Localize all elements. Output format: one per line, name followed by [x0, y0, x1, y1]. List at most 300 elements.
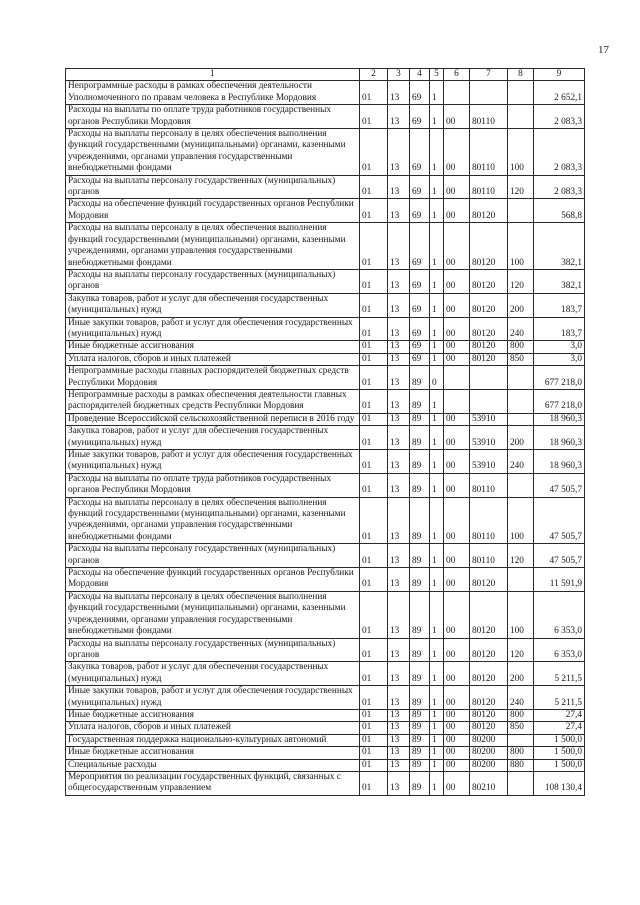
row-name: Уплата налогов, сборов и иных платежей: [66, 353, 360, 365]
section-code: 01: [360, 544, 388, 568]
direction-code: 80200: [470, 734, 508, 746]
column-header: 2: [360, 69, 388, 81]
amount-cell: 18 960,3: [534, 450, 585, 474]
section-code: 01: [360, 734, 388, 746]
row-name: Мероприятия по реализации государственных функций, связанных с общегосударственным управлением: [66, 771, 360, 795]
subprogram-code: 1: [430, 568, 444, 592]
subsection-code: 13: [388, 722, 410, 734]
direction-code: 53910: [470, 413, 508, 425]
section-code: 01: [360, 129, 388, 176]
direction-code: 80120: [470, 722, 508, 734]
program-code: 69: [410, 317, 430, 341]
direction-code: 80120: [470, 341, 508, 353]
table-row: [66, 638, 585, 662]
subprogram-code: 1: [430, 223, 444, 270]
event-code: 00: [444, 759, 470, 771]
row-name: Закупка товаров, работ и услуг для обеспечения государственных (муниципальных) нужд: [66, 426, 360, 450]
program-code: 69: [410, 341, 430, 353]
expense-type-code: 850: [508, 722, 534, 734]
subsection-code: 13: [388, 473, 410, 497]
table-row: [66, 473, 585, 497]
table-row: [66, 759, 585, 771]
subprogram-code: 0: [430, 366, 444, 390]
event-code: [444, 81, 470, 105]
subprogram-code: 1: [430, 199, 444, 223]
subsection-code: 13: [388, 426, 410, 450]
section-code: 01: [360, 317, 388, 341]
subsection-code: 13: [388, 413, 410, 425]
event-code: 00: [444, 353, 470, 365]
table-row: [66, 105, 585, 129]
direction-code: 80210: [470, 771, 508, 795]
amount-cell: 6 353,0: [534, 638, 585, 662]
subsection-code: 13: [388, 317, 410, 341]
expense-type-code: 800: [508, 747, 534, 759]
direction-code: 80200: [470, 747, 508, 759]
event-code: 00: [444, 747, 470, 759]
row-name: Расходы на выплаты персоналу в целях обеспечения выполнения функций государственными (муниципальными) органами, казенными учреждениями, органами управления государственными внебюджетными фондами: [66, 129, 360, 176]
program-code: 89: [410, 366, 430, 390]
event-code: 00: [444, 544, 470, 568]
column-header: 7: [470, 69, 508, 81]
expense-type-code: 880: [508, 759, 534, 771]
section-code: 01: [360, 686, 388, 710]
program-code: 69: [410, 129, 430, 176]
section-code: 01: [360, 105, 388, 129]
amount-cell: 183,7: [534, 293, 585, 317]
row-name: Иные бюджетные ассигнования: [66, 341, 360, 353]
direction-code: 80110: [470, 129, 508, 176]
row-name: Расходы на обеспечение функций государственных органов Республики Мордовия: [66, 568, 360, 592]
row-name: Расходы на выплаты персоналу государственных (муниципальных) органов: [66, 269, 360, 293]
column-header: 5: [430, 69, 444, 81]
amount-cell: 3,0: [534, 353, 585, 365]
amount-cell: 677 218,0: [534, 366, 585, 390]
expense-type-code: 100: [508, 223, 534, 270]
amount-cell: 1 500,0: [534, 747, 585, 759]
event-code: 00: [444, 450, 470, 474]
subprogram-code: 1: [430, 771, 444, 795]
expense-type-code: 120: [508, 175, 534, 199]
amount-cell: 108 130,4: [534, 771, 585, 795]
subsection-code: 13: [388, 341, 410, 353]
program-code: 69: [410, 81, 430, 105]
program-code: 89: [410, 759, 430, 771]
amount-cell: 382,1: [534, 269, 585, 293]
program-code: 89: [410, 686, 430, 710]
expense-type-code: 850: [508, 353, 534, 365]
section-code: 01: [360, 638, 388, 662]
expense-type-code: [508, 473, 534, 497]
table-row: [66, 81, 585, 105]
event-code: 00: [444, 497, 470, 544]
amount-cell: 568,8: [534, 199, 585, 223]
row-name: Расходы на выплаты по оплате труда работников государственных органов Республики Мордовия: [66, 473, 360, 497]
event-code: 00: [444, 473, 470, 497]
table-row: [66, 734, 585, 746]
program-code: 89: [410, 450, 430, 474]
row-name: Государственная поддержка национально-культурных автономий: [66, 734, 360, 746]
amount-cell: 2 083,3: [534, 175, 585, 199]
row-name: Расходы на выплаты персоналу в целях обеспечения выполнения функций государственными (муниципальными) органами, казенными учреждениями, органами управления государственными внебюджетными фондами: [66, 591, 360, 638]
section-code: 01: [360, 353, 388, 365]
program-code: 69: [410, 353, 430, 365]
subsection-code: 13: [388, 638, 410, 662]
subsection-code: 13: [388, 105, 410, 129]
amount-cell: 5 211,5: [534, 662, 585, 686]
table-row: [66, 199, 585, 223]
section-code: 01: [360, 199, 388, 223]
subsection-code: 13: [388, 129, 410, 176]
subprogram-code: 1: [430, 389, 444, 413]
subprogram-code: 1: [430, 473, 444, 497]
subsection-code: 13: [388, 686, 410, 710]
table-row: [66, 544, 585, 568]
section-code: 01: [360, 473, 388, 497]
expense-type-code: 200: [508, 426, 534, 450]
subprogram-code: 1: [430, 317, 444, 341]
subsection-code: 13: [388, 389, 410, 413]
amount-cell: 677 218,0: [534, 389, 585, 413]
subsection-code: 13: [388, 759, 410, 771]
table-row: [66, 293, 585, 317]
row-name: Расходы на обеспечение функций государственных органов Республики Мордовия: [66, 199, 360, 223]
column-header: 3: [388, 69, 410, 81]
expense-type-code: [508, 568, 534, 592]
expense-type-code: 240: [508, 686, 534, 710]
direction-code: 80120: [470, 223, 508, 270]
event-code: 00: [444, 341, 470, 353]
expense-type-code: [508, 81, 534, 105]
amount-cell: 382,1: [534, 223, 585, 270]
table-row: [66, 771, 585, 795]
page-number: 17: [598, 44, 609, 56]
subsection-code: 13: [388, 544, 410, 568]
table-row: [66, 341, 585, 353]
amount-cell: 18 960,3: [534, 426, 585, 450]
subprogram-code: 1: [430, 686, 444, 710]
row-name: Иные закупки товаров, работ и услуг для обеспечения государственных (муниципальных) нужд: [66, 450, 360, 474]
event-code: 00: [444, 771, 470, 795]
program-code: 89: [410, 638, 430, 662]
direction-code: 53910: [470, 450, 508, 474]
amount-cell: 6 353,0: [534, 591, 585, 638]
subsection-code: 13: [388, 568, 410, 592]
section-code: 01: [360, 747, 388, 759]
header-row: [66, 69, 585, 81]
expense-type-code: [508, 105, 534, 129]
expense-type-code: 200: [508, 662, 534, 686]
subprogram-code: 1: [430, 105, 444, 129]
section-code: 01: [360, 413, 388, 425]
row-name: Непрограммные расходы главных распорядителей бюджетных средств Республики Мордовия: [66, 366, 360, 390]
program-code: 89: [410, 473, 430, 497]
expense-type-code: 100: [508, 497, 534, 544]
program-code: 89: [410, 497, 430, 544]
amount-cell: 2 083,3: [534, 105, 585, 129]
program-code: 69: [410, 175, 430, 199]
subsection-code: 13: [388, 734, 410, 746]
subsection-code: 13: [388, 81, 410, 105]
expense-type-code: [508, 734, 534, 746]
table-row: [66, 568, 585, 592]
amount-cell: 2 652,1: [534, 81, 585, 105]
direction-code: 80120: [470, 317, 508, 341]
direction-code: 80120: [470, 353, 508, 365]
row-name: Иные бюджетные ассигнования: [66, 747, 360, 759]
subsection-code: 13: [388, 662, 410, 686]
section-code: 01: [360, 341, 388, 353]
program-code: 69: [410, 223, 430, 270]
event-code: 00: [444, 105, 470, 129]
program-code: 89: [410, 544, 430, 568]
direction-code: 80120: [470, 686, 508, 710]
table-row: [66, 317, 585, 341]
event-code: 00: [444, 317, 470, 341]
direction-code: [470, 81, 508, 105]
subprogram-code: 1: [430, 544, 444, 568]
event-code: 00: [444, 223, 470, 270]
direction-code: 80120: [470, 638, 508, 662]
direction-code: 80110: [470, 175, 508, 199]
amount-cell: 183,7: [534, 317, 585, 341]
event-code: 00: [444, 175, 470, 199]
event-code: 00: [444, 722, 470, 734]
subprogram-code: 1: [430, 293, 444, 317]
row-name: Непрограммные расходы в рамках обеспечения деятельности главных распорядителей бюджетных средств Республики Мордовия: [66, 389, 360, 413]
column-header: 4: [410, 69, 430, 81]
event-code: 00: [444, 662, 470, 686]
program-code: 89: [410, 426, 430, 450]
direction-code: 80120: [470, 293, 508, 317]
amount-cell: 3,0: [534, 341, 585, 353]
subsection-code: 13: [388, 366, 410, 390]
subprogram-code: 1: [430, 341, 444, 353]
program-code: 69: [410, 269, 430, 293]
table-row: [66, 269, 585, 293]
expense-type-code: 120: [508, 269, 534, 293]
program-code: 89: [410, 568, 430, 592]
direction-code: 80110: [470, 544, 508, 568]
event-code: 00: [444, 129, 470, 176]
subsection-code: 13: [388, 497, 410, 544]
subprogram-code: 1: [430, 353, 444, 365]
subsection-code: 13: [388, 175, 410, 199]
table-row: [66, 353, 585, 365]
subprogram-code: 1: [430, 709, 444, 721]
expense-type-code: 200: [508, 293, 534, 317]
program-code: 89: [410, 662, 430, 686]
direction-code: [470, 366, 508, 390]
row-name: Расходы на выплаты по оплате труда работников государственных органов Республики Мордовия: [66, 105, 360, 129]
column-header: 9: [534, 69, 585, 81]
program-code: 89: [410, 413, 430, 425]
row-name: Иные закупки товаров, работ и услуг для обеспечения государственных (муниципальных) нужд: [66, 686, 360, 710]
row-name: Непрограммные расходы в рамках обеспечения деятельности Уполномоченного по правам человека в Республике Мордовия: [66, 81, 360, 105]
amount-cell: 47 505,7: [534, 497, 585, 544]
subsection-code: 13: [388, 747, 410, 759]
program-code: 89: [410, 747, 430, 759]
row-name: Расходы на выплаты персоналу государственных (муниципальных) органов: [66, 175, 360, 199]
direction-code: 80200: [470, 759, 508, 771]
section-code: 01: [360, 81, 388, 105]
subprogram-code: 1: [430, 591, 444, 638]
budget-table: [65, 68, 585, 796]
program-code: 89: [410, 722, 430, 734]
amount-cell: 27,4: [534, 709, 585, 721]
row-name: Расходы на выплаты персоналу государственных (муниципальных) органов: [66, 638, 360, 662]
amount-cell: 2 083,3: [534, 129, 585, 176]
subsection-code: 13: [388, 293, 410, 317]
table-row: [66, 426, 585, 450]
event-code: 00: [444, 426, 470, 450]
subprogram-code: 1: [430, 450, 444, 474]
table-row: [66, 747, 585, 759]
section-code: 01: [360, 389, 388, 413]
expense-type-code: 100: [508, 591, 534, 638]
expense-type-code: 240: [508, 450, 534, 474]
subsection-code: 13: [388, 771, 410, 795]
event-code: [444, 366, 470, 390]
section-code: 01: [360, 497, 388, 544]
event-code: 00: [444, 638, 470, 662]
table-row: [66, 413, 585, 425]
section-code: 01: [360, 293, 388, 317]
table-row: [66, 722, 585, 734]
subprogram-code: 1: [430, 734, 444, 746]
row-name: Закупка товаров, работ и услуг для обеспечения государственных (муниципальных) нужд: [66, 293, 360, 317]
program-code: 89: [410, 734, 430, 746]
subsection-code: 13: [388, 591, 410, 638]
amount-cell: 11 591,9: [534, 568, 585, 592]
direction-code: 80110: [470, 497, 508, 544]
section-code: 01: [360, 722, 388, 734]
subsection-code: 13: [388, 450, 410, 474]
table-row: [66, 662, 585, 686]
table-row: [66, 129, 585, 176]
subprogram-code: 1: [430, 413, 444, 425]
column-header: 6: [444, 69, 470, 81]
row-name: Специальные расходы: [66, 759, 360, 771]
subprogram-code: 1: [430, 426, 444, 450]
event-code: 00: [444, 709, 470, 721]
subprogram-code: 1: [430, 638, 444, 662]
direction-code: 80120: [470, 568, 508, 592]
table-row: [66, 223, 585, 270]
subsection-code: 13: [388, 353, 410, 365]
subprogram-code: 1: [430, 269, 444, 293]
program-code: 89: [410, 389, 430, 413]
column-header: 1: [66, 69, 360, 81]
direction-code: 80120: [470, 662, 508, 686]
event-code: 00: [444, 413, 470, 425]
section-code: 01: [360, 759, 388, 771]
amount-cell: 1 500,0: [534, 734, 585, 746]
subsection-code: 13: [388, 199, 410, 223]
expense-type-code: [508, 389, 534, 413]
expense-type-code: 800: [508, 709, 534, 721]
event-code: 00: [444, 269, 470, 293]
expense-type-code: 800: [508, 341, 534, 353]
section-code: 01: [360, 426, 388, 450]
direction-code: 80120: [470, 591, 508, 638]
event-code: 00: [444, 199, 470, 223]
row-name: Расходы на выплаты персоналу государственных (муниципальных) органов: [66, 544, 360, 568]
program-code: 69: [410, 105, 430, 129]
program-code: 89: [410, 771, 430, 795]
event-code: [444, 389, 470, 413]
subprogram-code: 1: [430, 747, 444, 759]
amount-cell: 5 211,5: [534, 686, 585, 710]
table-row: [66, 175, 585, 199]
subsection-code: 13: [388, 223, 410, 270]
expense-type-code: [508, 199, 534, 223]
direction-code: 53910: [470, 426, 508, 450]
subprogram-code: 1: [430, 722, 444, 734]
subsection-code: 13: [388, 269, 410, 293]
column-header: 8: [508, 69, 534, 81]
subprogram-code: 1: [430, 759, 444, 771]
row-name: Уплата налогов, сборов и иных платежей: [66, 722, 360, 734]
subprogram-code: 1: [430, 129, 444, 176]
table-row: [66, 686, 585, 710]
table-row: [66, 497, 585, 544]
direction-code: 80110: [470, 473, 508, 497]
program-code: 69: [410, 293, 430, 317]
table-row: [66, 366, 585, 390]
subsection-code: 13: [388, 709, 410, 721]
section-code: 01: [360, 568, 388, 592]
expense-type-code: 120: [508, 638, 534, 662]
subprogram-code: 1: [430, 81, 444, 105]
subprogram-code: 1: [430, 175, 444, 199]
section-code: 01: [360, 450, 388, 474]
amount-cell: 47 505,7: [534, 544, 585, 568]
section-code: 01: [360, 709, 388, 721]
table-row: [66, 450, 585, 474]
table-row: [66, 389, 585, 413]
table-row: [66, 709, 585, 721]
section-code: 01: [360, 662, 388, 686]
direction-code: [470, 389, 508, 413]
direction-code: 80120: [470, 709, 508, 721]
row-name: Иные бюджетные ассигнования: [66, 709, 360, 721]
subprogram-code: 1: [430, 662, 444, 686]
row-name: Расходы на выплаты персоналу в целях обеспечения выполнения функций государственными (муниципальными) органами, казенными учреждениями, органами управления государственными внебюджетными фондами: [66, 223, 360, 270]
event-code: 00: [444, 591, 470, 638]
amount-cell: 47 505,7: [534, 473, 585, 497]
event-code: 00: [444, 686, 470, 710]
expense-type-code: [508, 771, 534, 795]
program-code: 69: [410, 199, 430, 223]
expense-type-code: [508, 366, 534, 390]
amount-cell: 18 960,3: [534, 413, 585, 425]
section-code: 01: [360, 175, 388, 199]
section-code: 01: [360, 366, 388, 390]
section-code: 01: [360, 771, 388, 795]
section-code: 01: [360, 269, 388, 293]
direction-code: 80120: [470, 199, 508, 223]
row-name: Расходы на выплаты персоналу в целях обеспечения выполнения функций государственными (муниципальными) органами, казенными учреждениями, органами управления государственными внебюджетными фондами: [66, 497, 360, 544]
section-code: 01: [360, 591, 388, 638]
subprogram-code: 1: [430, 497, 444, 544]
expense-type-code: 120: [508, 544, 534, 568]
section-code: 01: [360, 223, 388, 270]
event-code: 00: [444, 568, 470, 592]
expense-type-code: 100: [508, 129, 534, 176]
amount-cell: 1 500,0: [534, 759, 585, 771]
amount-cell: 27,4: [534, 722, 585, 734]
